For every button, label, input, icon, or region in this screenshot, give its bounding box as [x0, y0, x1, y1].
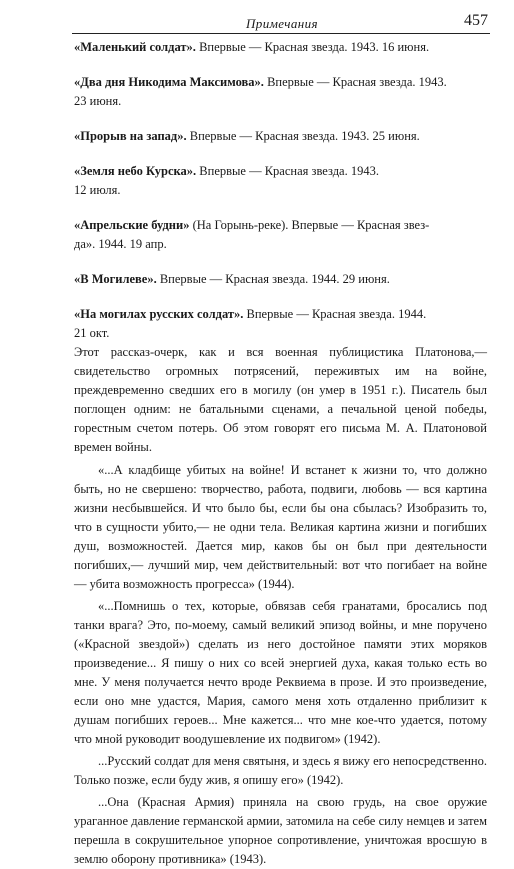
note-title: «Прорыв на запад».: [74, 129, 187, 143]
note-line: 23 июня.: [74, 94, 122, 108]
note-text: Впервые — Красная звезда. 1944. 29 июня.: [156, 272, 390, 286]
notes-body: [74, 38, 487, 869]
note-title: «На могилах русских солдат».: [74, 307, 244, 321]
note-entry: [74, 305, 487, 343]
note-title: «Земля небо Курска».: [74, 164, 197, 178]
note-line: [74, 38, 487, 57]
note-entry: [74, 216, 487, 254]
note-line: [74, 305, 487, 324]
commentary-paragraph: Этот рассказ-очерк, как и вся военная публицистика Платонова,— свидетельство огромных потрясений, переживтых им на войне, преждевременно сведших его в могилу (он умер в 1951 г.). Писатель был поглощен одним: не батальными сценами, а печальной ценой победы, горестным счетом потерь. Об этом говорят его письма М. А. Платоновой времен войны.: [74, 345, 487, 454]
letter-quote: «...Помнишь о тех, которые, обвязав себя гранатами, бросались под танки врага? Это, по-моему, самый великий эпизод войны, и мне поручено («Красной звездой») сделать из него достойное памяти этих моряков произведение... Я пишу о них со всей энергией духа, какая только есть во мне. У меня получается нечто вроде Реквиема в прозе. И это произведение, если оно мне удастся, Мария, самого меня хоть отдаленно приблизит к душам погибших героев... Мне кажется... что мне кое-что удается, потому что мной руководит воодушевление их подвигом» (1942).: [74, 599, 487, 746]
note-entry: [74, 270, 487, 289]
note-text: Впервые — Красная звезда. 1943.: [263, 75, 447, 89]
note-text: Впервые — Красная звезда. 1943.: [196, 164, 379, 178]
letter-quote: «...А кладбище убитых на войне! И встанет к жизни то, что должно быть, но не свершено: творчество, работа, подвиги, любовь — вся картина жизни несбывшейся. И что было бы, если бы она сбылась? Изобразить то, что в сущности убито,— не одни тела. Великая картина жизни и погибших душ, возможностей. Дается мир, каков бы он был при деятельности погибших,— лучший мир, чем действительный: вот что погибает на войне — убита возможность прогресса» (1944).: [74, 463, 487, 591]
note-line: [74, 162, 487, 181]
note-line: 12 июля.: [74, 183, 121, 197]
note-entry: [74, 73, 487, 111]
note-title: «Два дня Никодима Максимова».: [74, 75, 264, 89]
note-entry: [74, 38, 487, 57]
running-title: Примечания: [246, 16, 318, 31]
note-text: Впервые — Красная звезда. 1944.: [243, 307, 427, 321]
note-line: 21 окт.: [74, 326, 110, 340]
header-rule: [72, 33, 490, 34]
note-title: «Маленький солдат».: [74, 40, 196, 54]
note-title: «В Могилеве».: [74, 272, 157, 286]
note-line: [74, 127, 487, 146]
note-line: [74, 73, 487, 92]
letter-quote: ...Русский солдат для меня святыня, и здесь я вижу его непосредственно. Только позже, если буду жив, я опишу его» (1942).: [74, 754, 487, 787]
note-line: да». 1944. 19 апр.: [74, 237, 167, 251]
page-header: [72, 12, 492, 34]
note-line: [74, 216, 487, 235]
note-title: «Апрельские будни»: [74, 218, 190, 232]
note-text: Впервые — Красная звезда. 1943. 25 июня.: [186, 129, 420, 143]
note-line: [74, 270, 487, 289]
note-entry: [74, 127, 487, 146]
page-number: 457: [464, 12, 488, 29]
note-text: Впервые — Красная звезда. 1943. 16 июня.: [195, 40, 430, 54]
letter-quote: ...Она (Красная Армия) приняла на свою грудь, на свое оружие ураганное давление германской армии, затомила на себе силу немцев и затем перешла в сокрушительное упорное сопротивление, уничтожая вросшую в землю оборону противника» (1943).: [74, 795, 487, 866]
note-text: (На Горынь-реке). Впервые — Красная звез-: [189, 218, 430, 232]
note-entry: [74, 162, 487, 200]
